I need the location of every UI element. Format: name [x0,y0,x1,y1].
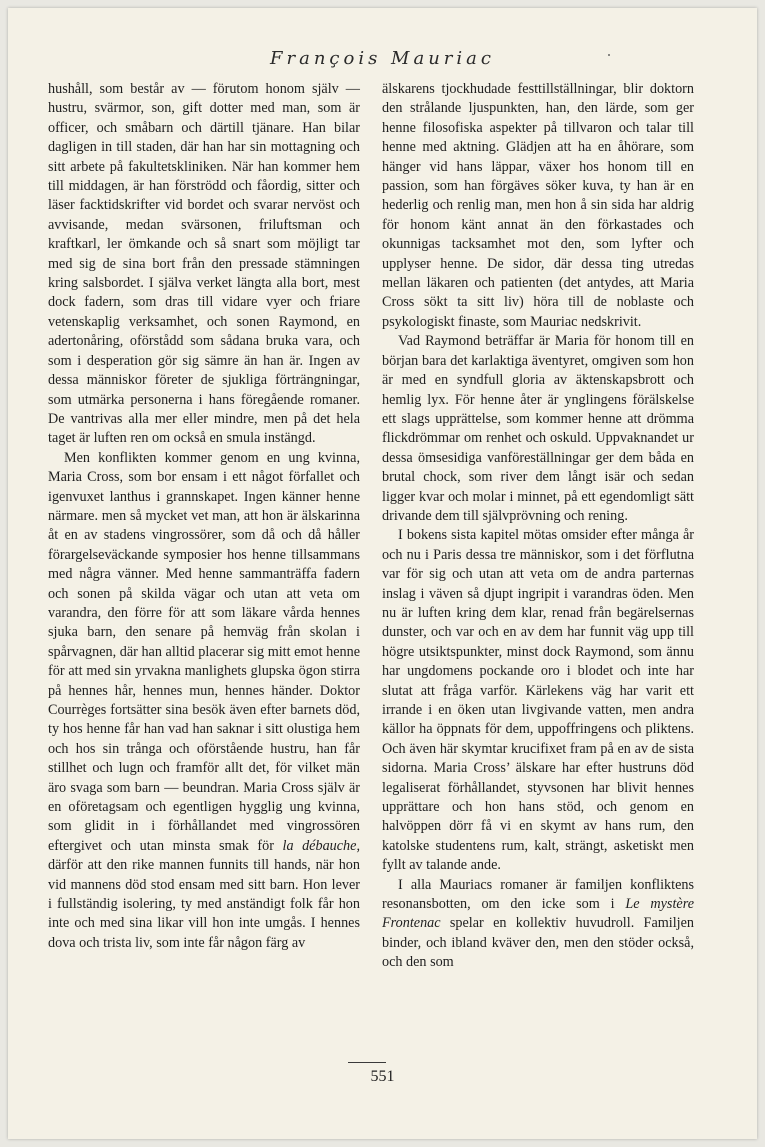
footer-rule [348,1062,386,1063]
paragraph [48,449,360,954]
paragraph: älskarens tjockhudade festtillställningar, blir doktorn den strålande ljuspunkten, han, den lärde, som ger henne filosofiska aspekter på tillvaron och talar till henne med aktning. Glädjen att ha en åhörare, som hänger vid hans läppar, växer hos honom till en passion, som han förgäves söker kuva, ty han är en hederlig och renlig man, men hon å sin sida har aldrig för honom känt annat än den förkastades och okunnigas tacksamhet mot den, som lyfter och upplyser henne. De sidor, där dessa ting utredas mellan läkaren och patienten (det antydes, att Maria Cross sökt ta sitt liv) höra till de noblaste och psykologiskt finaste, som Mauriac nedskrivit. [382,81,694,330]
paragraph [382,876,694,973]
running-head-author: François Mauriac [270,48,495,69]
paragraph: I bokens sista kapitel mötas omsider efter många år och nu i Paris dessa tre människor, som i det förflutna var för sig och utan att veta om de andra parternas inslag i väven så djupt ingripit i varandras öden. Men nu är luften kring dem klar, renad från begärelsernas dunster, och var och en av dem har funnit väg upp till högre utsiktspunkter, minst dock Raymond, som ännu har ungdomens pockande oro i blodet och inte har slutat att fråga varför. Kärlekens väg har varit ett irrande i en öken utan livgivande vatten, men andra källor ha öppnats för dem, uppoffringens och pliktens. Och även här skymtar krucifixet fram på en av de sista sidorna. Maria Cross’ älskare har efter hustruns död legaliserat förhållandet, styvsonen har blivit hennes upprättare och hon hans stöd, och genom en halvöppen dörr få vi en skymt av hans rum, den katolske studentens rum, kalt, strängt, asketiskt men fyllt av talande ande. [382,527,694,874]
paragraph-text: Men konflikten kommer genom en ung kvinna, Maria Cross, som bor ensam i ett något förfallet och igenvuxet lanthus i grannskapet. Ingen känner henne närmare. men så mycket vet man, att hon är älskarinna åt en av stadens vingrossörer, som då och då håller förargelseväckande symposier hos henne tillsammans med några vänner. Med henne sammanträffa fadern och sonen på skilda vägar och utan att veta om varandra, den förre för att som läkare vårda hennes sjuka barn, den senare på hemväg från skolan i spårvagnen, där han alltid placerar sig mitt emot henne för att med sin yrvakna manlighets glupska ögon stirra på hennes hår, hennes mun, hennes händer. Doktor Courrèges fortsätter sina besök även efter barnets död, ty hos henne får han vad han saknar i sitt olustiga hem och hos sin trånga och oförstående hustru, han får stillhet och lugn och framför allt det, för vilket män äro svaga som barn — beundran. Maria Cross själv är en oföretagsam och egentligen hygglig ung kvinna, som glidit in i förhållandet med vingrossören eftergivet och utan minsta smak för [48,449,360,854]
page [8,8,757,1139]
paragraph: hushåll, som består av — förutom honom själv — hustru, svärmor, son, gift dotter med man, som är officer, och småbarn och därtill tjänare. Han bilar dagligen in till staden, där han har sin mottagning och sitt arbete på fakultetskliniken. När han kommer hem till middagen, är han förströdd och fåordig, sitter och läser facktidskrifter vid bordet och svarar nervöst och avvisande, medan svärsonen, friluftsman och kraftkarl, ler ömkande och så snart som möjligt tar med sig de sina bort från den pressade stämningen kring salsbordet. I själva verket längta alla bort, mest dock fadern, som dras till vidare vyer och friare vetenskaplig verksamhet, och sonen Raymond, en adertonåring, oförstådd som sådana bruka vara, och som i desperation gör sig sämre än han är. Ingen av dessa människor företer de sjukliga förträngningar, som utmärka personerna i hans föregående romaner. De vantrivas alla mer eller mindre, men på det hela taget är luften ren om också en smula instängd. [48,81,360,447]
page-number: 551 [370,1068,395,1085]
paragraph-text: därför att den rike mannen funnits till hands, när hon vid mannens död stod ensam med sitt barn. Hon lever i fullständig isolering, ty med anständigt folk får hon inte och med sina likar vill hon inte umgås. I hennes dova och trista liv, som inte får någon färg av [48,857,360,951]
paragraph-text: I alla Mauriacs romaner är familjen konfliktens resonansbotten, om den icke som i [382,876,694,913]
left-column [48,80,360,953]
paragraph-text: spelar en kollektiv huvudroll. Familjen binder, och ibland kväver den, men den stöder också, och den som [382,915,694,971]
italic-title: Le mystère Frontenac [382,896,694,932]
right-column [382,80,694,973]
italic-phrase: la débauche, [282,837,360,854]
paragraph: Vad Raymond beträffar är Maria för honom till en början bara det karlaktiga äventyret, omgiven som hon är med en syndfull gloria av äktenskapsbrott och hemlig lyx. För henne åter är ynglingens förälskelse ett slags upprättelse, som kommer henne att drömma flickdrömmar om renhet och oskuld. Uppvaknandet ur dessa ömsesidiga vanföreställningar ger dem båda en brutal chock, som river dem långt isär och sedan ligger kvar och molar i minnet, på ett egendomligt sätt drivande dem till självprövning och rening. [382,333,694,524]
